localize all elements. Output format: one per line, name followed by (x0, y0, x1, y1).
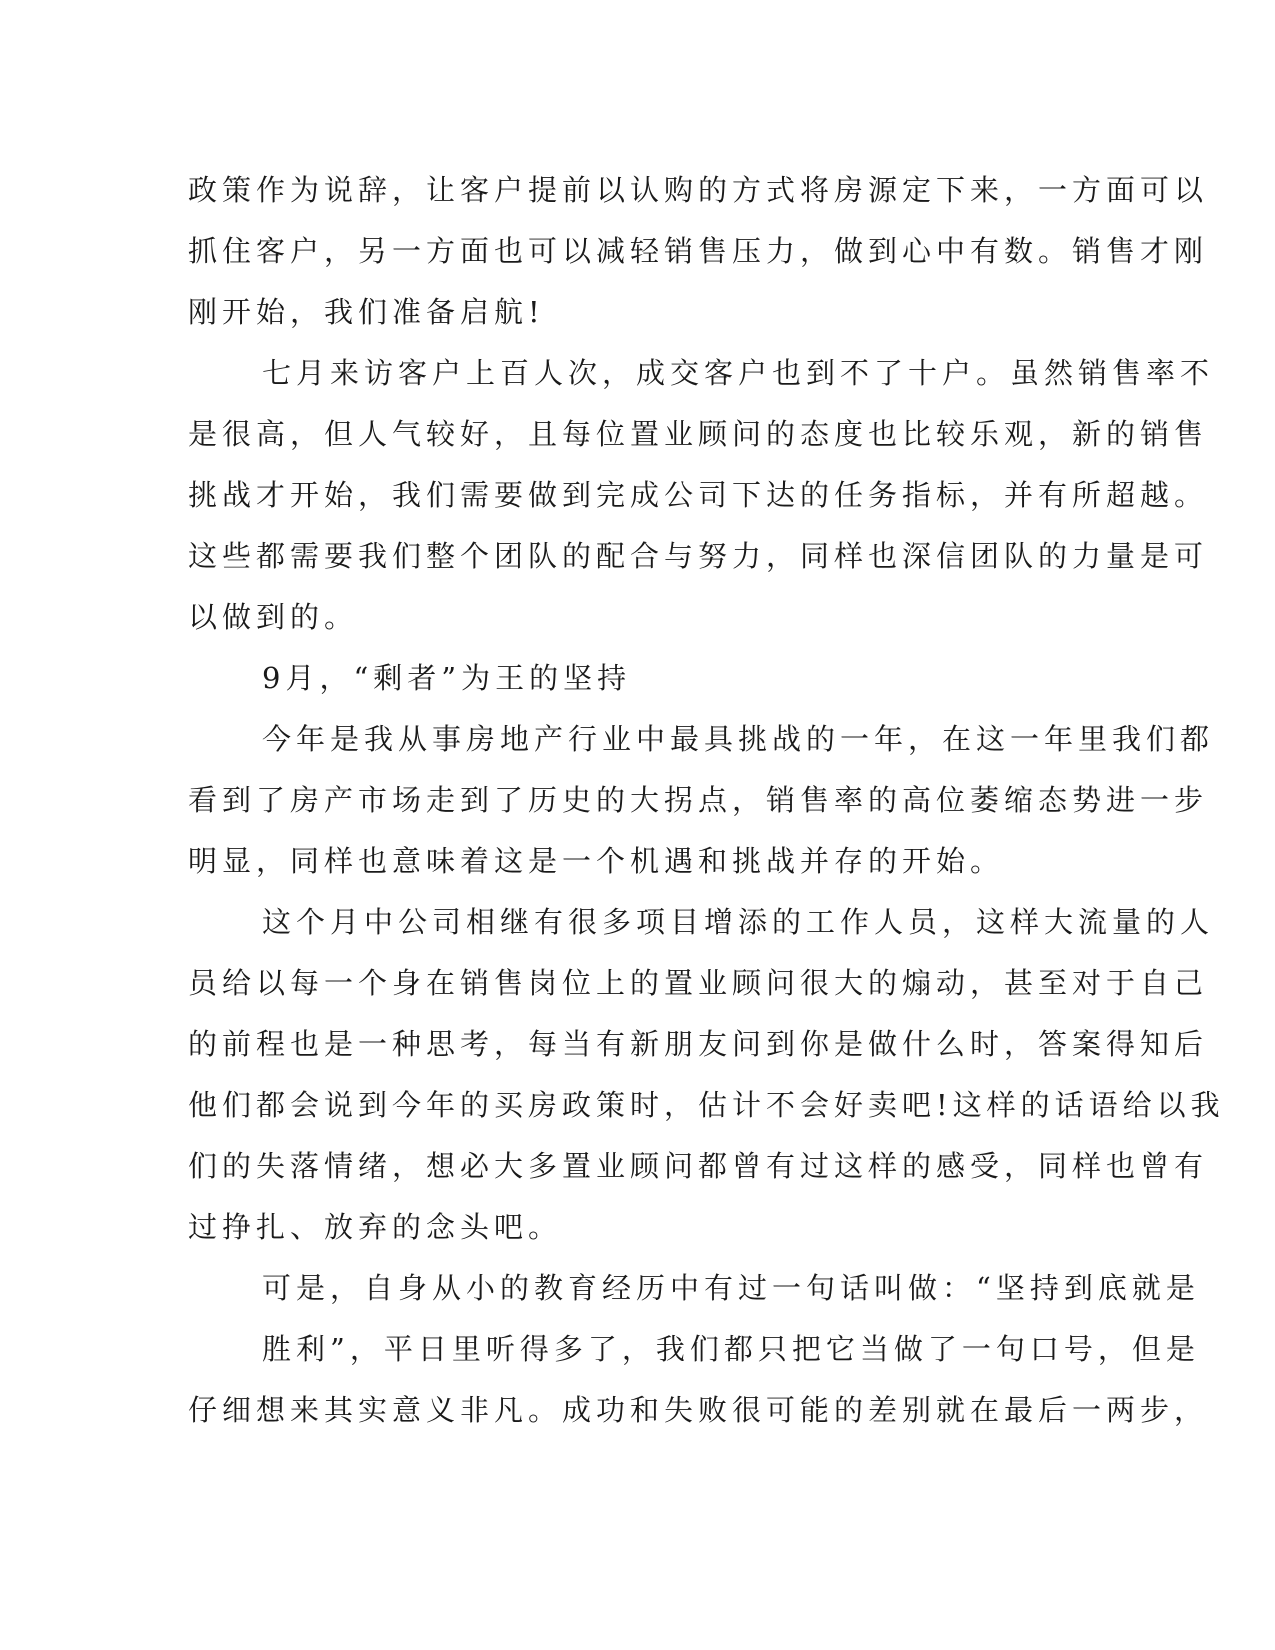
text-line: 看到了房产市场走到了历史的大拐点，销售率的高位萎缩态势进一步 (188, 783, 1209, 817)
text-line: 是很高，但人气较好，且每位置业顾问的态度也比较乐观，新的销售 (188, 417, 1209, 451)
text-line: 刚开始，我们准备启航! (188, 295, 545, 329)
document-body (188, 160, 1225, 1441)
text-line: 挑战才开始，我们需要做到完成公司下达的任务指标，并有所超越。 (188, 478, 1209, 512)
text-line: 的前程也是一种思考，每当有新朋友问到你是做什么时，答案得知后 (188, 1027, 1209, 1061)
text-line: 这些都需要我们整个团队的配合与努力，同样也深信团队的力量是可 (188, 539, 1209, 573)
paragraph-start-line: 今年是我从事房地产行业中最具挑战的一年，在这一年里我们都 (262, 722, 1215, 756)
text-line: 明显，同样也意味着这是一个机遇和挑战并存的开始。 (188, 844, 1005, 878)
paragraph-start-line: 可是，自身从小的教育经历中有过一句话叫做：“坚持到底就是 (262, 1271, 1200, 1305)
text-line: 抓住客户，另一方面也可以减轻销售压力，做到心中有数。销售才刚 (188, 234, 1209, 268)
section-heading: 9月，“剩者”为王的坚持 (262, 661, 632, 695)
paragraph-start-line: 七月来访客户上百人次，成交客户也到不了十户。虽然销售率不 (262, 356, 1215, 390)
text-line: 以做到的。 (188, 600, 359, 634)
paragraph-start-line: 这个月中公司相继有很多项目增添的工作人员，这样大流量的人 (262, 905, 1215, 939)
text-line: 他们都会说到今年的买房政策时，估计不会好卖吧!这样的话语给以我 (188, 1088, 1225, 1122)
text-line: 政策作为说辞，让客户提前以认购的方式将房源定下来，一方面可以 (188, 173, 1209, 207)
text-line: 过挣扎、放弃的念头吧。 (188, 1210, 563, 1244)
text-line: 仔细想来其实意义非凡。成功和失败很可能的差别就在最后一两步， (188, 1393, 1209, 1427)
text-line: 胜利”，平日里听得多了，我们都只把它当做了一句口号，但是 (262, 1332, 1200, 1366)
text-line: 员给以每一个身在销售岗位上的置业顾问很大的煽动，甚至对于自己 (188, 966, 1209, 1000)
text-line: 们的失落情绪，想必大多置业顾问都曾有过这样的感受，同样也曾有 (188, 1149, 1209, 1183)
